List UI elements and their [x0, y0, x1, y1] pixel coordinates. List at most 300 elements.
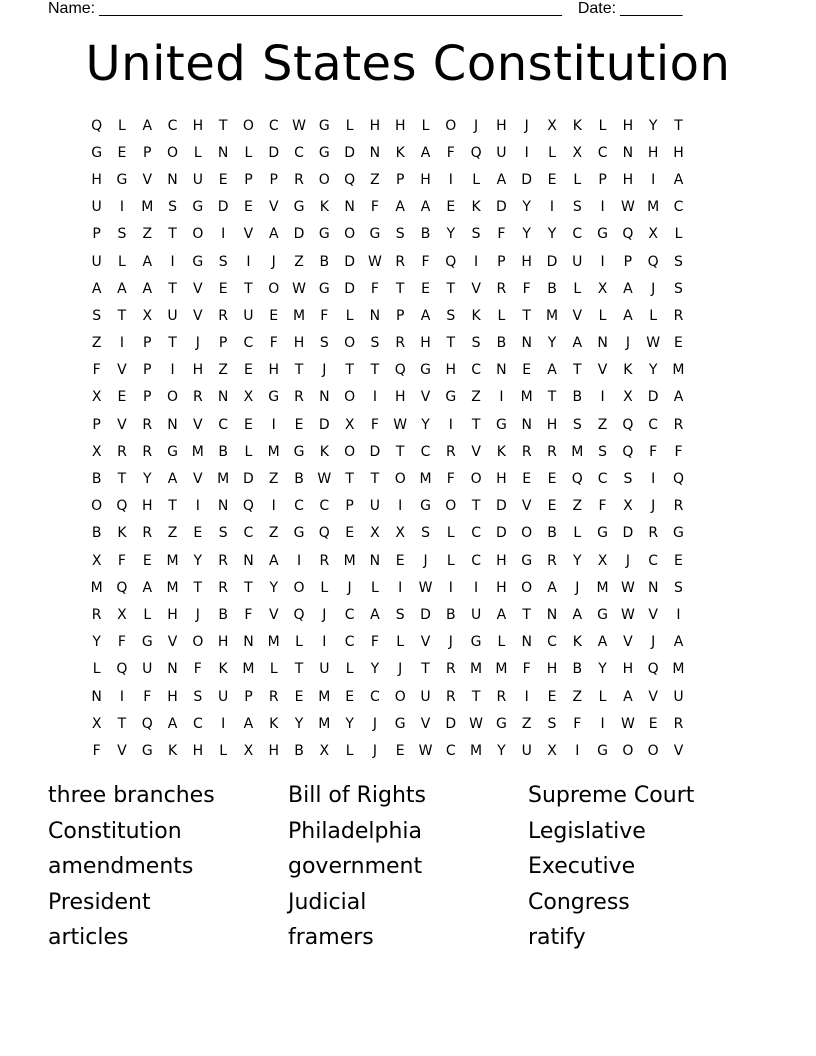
- grid-letter[interactable]: N: [622, 144, 634, 161]
- grid-letter[interactable]: Y: [648, 117, 658, 134]
- grid-letter[interactable]: M: [90, 579, 103, 596]
- grid-letter[interactable]: J: [372, 715, 377, 732]
- grid-letter[interactable]: Z: [268, 525, 279, 542]
- grid-letter[interactable]: H: [647, 144, 659, 161]
- grid-letter[interactable]: P: [92, 416, 101, 433]
- grid-letter[interactable]: Y: [421, 416, 430, 433]
- grid-letter[interactable]: J: [195, 335, 200, 352]
- grid-letter[interactable]: E: [269, 307, 279, 324]
- grid-letter[interactable]: Q: [116, 661, 128, 678]
- grid-letter[interactable]: L: [320, 579, 329, 596]
- grid-letter[interactable]: R: [218, 307, 228, 324]
- grid-letter[interactable]: Q: [116, 498, 128, 515]
- grid-letter[interactable]: C: [294, 144, 304, 161]
- grid-letter[interactable]: L: [244, 144, 253, 161]
- grid-letter[interactable]: S: [598, 443, 608, 460]
- grid-letter[interactable]: G: [420, 362, 431, 379]
- grid-letter[interactable]: Z: [597, 416, 608, 433]
- grid-letter[interactable]: R: [395, 253, 406, 270]
- grid-letter[interactable]: K: [623, 362, 633, 379]
- grid-letter[interactable]: B: [218, 443, 228, 460]
- grid-letter[interactable]: M: [571, 443, 584, 460]
- grid-letter[interactable]: R: [218, 579, 228, 596]
- grid-letter[interactable]: E: [117, 144, 127, 161]
- grid-letter[interactable]: C: [471, 552, 481, 569]
- grid-letter[interactable]: D: [521, 171, 533, 188]
- grid-letter[interactable]: V: [572, 307, 583, 324]
- grid-letter[interactable]: T: [244, 280, 253, 297]
- grid-letter[interactable]: P: [143, 389, 152, 406]
- grid-letter[interactable]: M: [217, 471, 230, 488]
- grid-letter[interactable]: S: [471, 226, 481, 243]
- grid-letter[interactable]: T: [193, 579, 203, 596]
- grid-letter[interactable]: I: [271, 498, 276, 515]
- grid-letter[interactable]: R: [445, 661, 456, 678]
- grid-letter[interactable]: C: [243, 335, 254, 352]
- grid-letter[interactable]: M: [647, 199, 660, 216]
- grid-letter[interactable]: R: [445, 443, 456, 460]
- grid-letter[interactable]: C: [445, 742, 456, 759]
- grid-letter[interactable]: L: [345, 117, 354, 134]
- grid-letter[interactable]: I: [372, 389, 377, 406]
- grid-letter[interactable]: I: [448, 416, 453, 433]
- grid-letter[interactable]: A: [420, 307, 431, 324]
- grid-letter[interactable]: E: [674, 552, 683, 569]
- grid-letter[interactable]: K: [319, 199, 329, 216]
- grid-letter[interactable]: E: [421, 280, 430, 297]
- grid-letter[interactable]: Y: [193, 552, 203, 569]
- grid-letter[interactable]: H: [394, 389, 406, 406]
- grid-letter[interactable]: I: [195, 498, 200, 515]
- grid-letter[interactable]: Q: [672, 471, 684, 488]
- grid-letter[interactable]: F: [370, 280, 379, 297]
- grid-letter[interactable]: Y: [294, 715, 304, 732]
- grid-letter[interactable]: I: [676, 606, 681, 623]
- grid-letter[interactable]: H: [420, 335, 431, 352]
- grid-letter[interactable]: Z: [521, 715, 532, 732]
- grid-letter[interactable]: S: [117, 226, 127, 243]
- grid-letter[interactable]: W: [317, 471, 332, 488]
- grid-letter[interactable]: I: [600, 199, 605, 216]
- grid-letter[interactable]: S: [168, 199, 177, 216]
- grid-letter[interactable]: A: [623, 280, 633, 297]
- grid-letter[interactable]: N: [521, 416, 532, 433]
- grid-letter[interactable]: C: [597, 471, 608, 488]
- grid-letter[interactable]: R: [268, 688, 279, 705]
- grid-letter[interactable]: W: [620, 606, 635, 623]
- grid-letter[interactable]: E: [446, 199, 456, 216]
- grid-letter[interactable]: N: [647, 579, 659, 596]
- grid-letter[interactable]: Y: [522, 199, 531, 216]
- name-field[interactable]: ____________________________________________________: [99, 0, 562, 17]
- grid-letter[interactable]: M: [343, 552, 356, 569]
- grid-letter[interactable]: A: [142, 253, 153, 270]
- grid-letter[interactable]: D: [647, 389, 659, 406]
- grid-letter[interactable]: D: [496, 199, 507, 216]
- grid-letter[interactable]: H: [496, 117, 507, 134]
- grid-letter[interactable]: I: [322, 634, 327, 651]
- grid-letter[interactable]: U: [470, 606, 482, 623]
- grid-letter[interactable]: I: [600, 253, 605, 270]
- grid-letter[interactable]: V: [193, 307, 203, 324]
- grid-letter[interactable]: X: [344, 416, 355, 433]
- grid-letter[interactable]: J: [448, 634, 453, 651]
- grid-letter[interactable]: E: [522, 362, 532, 379]
- grid-letter[interactable]: D: [344, 280, 355, 297]
- grid-letter[interactable]: T: [471, 688, 481, 705]
- grid-letter[interactable]: X: [597, 552, 608, 569]
- grid-letter[interactable]: B: [420, 226, 431, 243]
- grid-letter[interactable]: F: [522, 280, 531, 297]
- grid-letter[interactable]: G: [420, 498, 431, 515]
- grid-letter[interactable]: H: [521, 253, 532, 270]
- grid-letter[interactable]: H: [369, 117, 381, 134]
- grid-letter[interactable]: O: [521, 525, 533, 542]
- grid-letter[interactable]: P: [143, 144, 152, 161]
- grid-letter[interactable]: L: [345, 742, 354, 759]
- grid-letter[interactable]: T: [168, 498, 177, 515]
- grid-letter[interactable]: J: [524, 117, 529, 134]
- grid-letter[interactable]: V: [420, 715, 431, 732]
- grid-letter[interactable]: X: [117, 606, 127, 623]
- grid-letter[interactable]: P: [269, 171, 278, 188]
- grid-letter[interactable]: V: [193, 416, 203, 433]
- grid-letter[interactable]: E: [547, 498, 557, 515]
- grid-letter[interactable]: I: [448, 579, 453, 596]
- grid-letter[interactable]: T: [471, 416, 481, 433]
- grid-letter[interactable]: J: [322, 606, 327, 623]
- grid-letter[interactable]: P: [218, 335, 228, 352]
- grid-letter[interactable]: P: [395, 307, 405, 324]
- grid-letter[interactable]: A: [673, 171, 684, 188]
- grid-letter[interactable]: Q: [445, 253, 457, 270]
- grid-letter[interactable]: Y: [547, 335, 557, 352]
- grid-letter[interactable]: D: [318, 416, 330, 433]
- grid-letter[interactable]: P: [143, 335, 152, 352]
- grid-letter[interactable]: I: [524, 144, 529, 161]
- grid-letter[interactable]: Q: [116, 579, 128, 596]
- grid-letter[interactable]: I: [246, 253, 251, 270]
- grid-letter[interactable]: Z: [268, 471, 279, 488]
- grid-letter[interactable]: S: [572, 416, 582, 433]
- grid-letter[interactable]: R: [445, 688, 456, 705]
- grid-letter[interactable]: I: [221, 715, 226, 732]
- grid-letter[interactable]: C: [420, 443, 431, 460]
- grid-letter[interactable]: R: [521, 443, 532, 460]
- grid-letter[interactable]: J: [372, 742, 377, 759]
- grid-letter[interactable]: H: [622, 171, 634, 188]
- grid-letter[interactable]: V: [243, 226, 254, 243]
- grid-letter[interactable]: M: [292, 307, 306, 324]
- grid-letter[interactable]: O: [192, 634, 204, 651]
- grid-letter[interactable]: M: [470, 742, 483, 759]
- grid-letter[interactable]: V: [193, 471, 203, 488]
- grid-letter[interactable]: T: [345, 471, 354, 488]
- grid-letter[interactable]: S: [547, 715, 557, 732]
- grid-letter[interactable]: L: [269, 661, 278, 678]
- grid-letter[interactable]: A: [370, 606, 380, 623]
- grid-letter[interactable]: H: [192, 117, 204, 134]
- grid-letter[interactable]: V: [117, 742, 127, 759]
- grid-letter[interactable]: U: [369, 498, 381, 515]
- grid-letter[interactable]: L: [472, 171, 480, 188]
- grid-letter[interactable]: X: [648, 226, 658, 243]
- grid-letter[interactable]: F: [143, 688, 152, 705]
- grid-letter[interactable]: R: [142, 443, 153, 460]
- grid-letter[interactable]: T: [446, 280, 456, 297]
- grid-letter[interactable]: A: [117, 280, 127, 297]
- grid-letter[interactable]: E: [142, 552, 152, 569]
- grid-letter[interactable]: U: [319, 661, 330, 678]
- grid-letter[interactable]: K: [471, 199, 481, 216]
- grid-letter[interactable]: L: [295, 634, 303, 651]
- grid-letter[interactable]: A: [167, 471, 178, 488]
- grid-letter[interactable]: Q: [91, 117, 103, 134]
- grid-letter[interactable]: Y: [92, 634, 101, 651]
- grid-letter[interactable]: C: [294, 498, 304, 515]
- grid-letter[interactable]: G: [141, 742, 153, 759]
- grid-letter[interactable]: G: [318, 117, 330, 134]
- grid-letter[interactable]: L: [573, 280, 582, 297]
- grid-letter[interactable]: D: [445, 715, 457, 732]
- grid-letter[interactable]: G: [192, 253, 204, 270]
- grid-letter[interactable]: H: [546, 661, 558, 678]
- grid-letter[interactable]: O: [344, 389, 356, 406]
- grid-letter[interactable]: T: [522, 606, 531, 623]
- grid-letter[interactable]: U: [192, 171, 203, 188]
- grid-letter[interactable]: O: [622, 742, 634, 759]
- grid-letter[interactable]: N: [521, 634, 532, 651]
- grid-letter[interactable]: K: [218, 661, 228, 678]
- grid-letter[interactable]: P: [497, 253, 506, 270]
- grid-letter[interactable]: O: [470, 471, 482, 488]
- grid-letter[interactable]: G: [318, 144, 330, 161]
- grid-letter[interactable]: G: [470, 634, 482, 651]
- grid-letter[interactable]: H: [167, 688, 178, 705]
- grid-letter[interactable]: E: [648, 715, 658, 732]
- grid-letter[interactable]: O: [91, 498, 103, 515]
- grid-letter[interactable]: E: [395, 552, 405, 569]
- grid-letter[interactable]: X: [623, 389, 633, 406]
- grid-letter[interactable]: E: [395, 742, 405, 759]
- grid-letter[interactable]: W: [646, 335, 661, 352]
- grid-letter[interactable]: L: [446, 552, 455, 569]
- grid-letter[interactable]: K: [572, 117, 582, 134]
- grid-letter[interactable]: M: [267, 443, 280, 460]
- grid-letter[interactable]: P: [623, 253, 633, 270]
- grid-letter[interactable]: J: [651, 634, 656, 651]
- grid-letter[interactable]: H: [546, 416, 558, 433]
- grid-letter[interactable]: T: [547, 389, 557, 406]
- grid-letter[interactable]: G: [268, 389, 280, 406]
- grid-letter[interactable]: Y: [648, 362, 658, 379]
- grid-letter[interactable]: E: [294, 688, 304, 705]
- grid-letter[interactable]: G: [394, 715, 406, 732]
- grid-letter[interactable]: U: [572, 253, 583, 270]
- grid-letter[interactable]: W: [292, 117, 306, 134]
- grid-letter[interactable]: N: [319, 389, 330, 406]
- grid-letter[interactable]: M: [419, 471, 432, 488]
- grid-letter[interactable]: I: [499, 389, 504, 406]
- grid-letter[interactable]: G: [521, 552, 533, 569]
- grid-letter[interactable]: U: [420, 688, 431, 705]
- grid-letter[interactable]: G: [293, 525, 305, 542]
- grid-letter[interactable]: Y: [547, 226, 557, 243]
- grid-letter[interactable]: O: [394, 688, 406, 705]
- grid-letter[interactable]: H: [192, 742, 204, 759]
- grid-letter[interactable]: R: [294, 389, 304, 406]
- grid-letter[interactable]: O: [242, 117, 254, 134]
- grid-letter[interactable]: K: [269, 715, 279, 732]
- grid-letter[interactable]: R: [91, 606, 102, 623]
- grid-letter[interactable]: P: [244, 171, 253, 188]
- grid-letter[interactable]: I: [119, 688, 125, 705]
- grid-letter[interactable]: N: [369, 144, 381, 161]
- grid-letter[interactable]: S: [572, 199, 582, 216]
- grid-letter[interactable]: Y: [269, 579, 278, 596]
- grid-letter[interactable]: I: [651, 471, 656, 488]
- grid-letter[interactable]: R: [547, 552, 557, 569]
- grid-letter[interactable]: C: [471, 525, 481, 542]
- grid-letter[interactable]: H: [91, 171, 102, 188]
- grid-letter[interactable]: G: [597, 742, 609, 759]
- grid-letter[interactable]: F: [421, 253, 430, 270]
- grid-letter[interactable]: I: [119, 335, 125, 352]
- grid-letter[interactable]: B: [319, 253, 330, 270]
- grid-letter[interactable]: G: [597, 606, 609, 623]
- grid-letter[interactable]: T: [370, 471, 380, 488]
- grid-letter[interactable]: C: [268, 117, 279, 134]
- grid-letter[interactable]: C: [192, 715, 203, 732]
- grid-letter[interactable]: C: [547, 634, 557, 651]
- grid-letter[interactable]: Y: [370, 661, 380, 678]
- grid-letter[interactable]: F: [269, 335, 278, 352]
- grid-letter[interactable]: V: [167, 634, 178, 651]
- grid-letter[interactable]: N: [243, 634, 254, 651]
- grid-letter[interactable]: E: [674, 335, 683, 352]
- grid-letter[interactable]: H: [496, 471, 507, 488]
- grid-letter[interactable]: V: [673, 742, 684, 759]
- grid-letter[interactable]: A: [420, 199, 431, 216]
- grid-letter[interactable]: G: [192, 199, 204, 216]
- grid-letter[interactable]: C: [167, 117, 178, 134]
- date-field[interactable]: _______: [620, 0, 683, 17]
- grid-letter[interactable]: U: [496, 144, 507, 161]
- grid-letter[interactable]: B: [547, 280, 557, 297]
- grid-letter[interactable]: V: [193, 280, 203, 297]
- grid-letter[interactable]: E: [345, 688, 355, 705]
- grid-letter[interactable]: A: [623, 688, 633, 705]
- grid-letter[interactable]: G: [495, 416, 507, 433]
- grid-letter[interactable]: N: [167, 661, 178, 678]
- grid-letter[interactable]: G: [116, 171, 128, 188]
- grid-letter[interactable]: O: [394, 471, 406, 488]
- grid-letter[interactable]: S: [193, 688, 203, 705]
- grid-letter[interactable]: T: [674, 117, 683, 134]
- grid-letter[interactable]: O: [445, 498, 457, 515]
- grid-letter[interactable]: S: [421, 525, 430, 542]
- grid-letter[interactable]: T: [117, 307, 127, 324]
- grid-letter[interactable]: B: [446, 606, 456, 623]
- grid-letter[interactable]: L: [219, 742, 228, 759]
- grid-letter[interactable]: A: [572, 606, 583, 623]
- grid-letter[interactable]: L: [244, 443, 253, 460]
- grid-letter[interactable]: R: [117, 443, 127, 460]
- grid-letter[interactable]: C: [344, 634, 355, 651]
- grid-letter[interactable]: Q: [394, 362, 406, 379]
- grid-letter[interactable]: Z: [572, 498, 583, 515]
- grid-letter[interactable]: W: [418, 579, 433, 596]
- grid-letter[interactable]: M: [141, 199, 154, 216]
- grid-letter[interactable]: R: [496, 280, 507, 297]
- grid-letter[interactable]: F: [573, 715, 582, 732]
- grid-letter[interactable]: I: [600, 715, 605, 732]
- grid-letter[interactable]: W: [620, 579, 635, 596]
- grid-letter[interactable]: B: [294, 471, 304, 488]
- grid-letter[interactable]: T: [168, 335, 177, 352]
- grid-letter[interactable]: T: [395, 443, 405, 460]
- grid-letter[interactable]: X: [142, 307, 153, 324]
- grid-letter[interactable]: E: [345, 525, 355, 542]
- grid-letter[interactable]: F: [117, 634, 126, 651]
- grid-letter[interactable]: P: [345, 498, 354, 515]
- grid-letter[interactable]: S: [674, 280, 683, 297]
- grid-letter[interactable]: T: [244, 579, 253, 596]
- grid-letter[interactable]: Y: [446, 226, 456, 243]
- grid-letter[interactable]: E: [244, 416, 253, 433]
- grid-letter[interactable]: O: [344, 335, 356, 352]
- grid-letter[interactable]: A: [547, 579, 557, 596]
- grid-letter[interactable]: E: [193, 525, 203, 542]
- grid-letter[interactable]: H: [622, 661, 634, 678]
- grid-letter[interactable]: M: [242, 661, 255, 678]
- grid-letter[interactable]: S: [218, 253, 228, 270]
- grid-letter[interactable]: Q: [344, 171, 356, 188]
- grid-letter[interactable]: K: [471, 307, 481, 324]
- grid-letter[interactable]: I: [221, 226, 226, 243]
- grid-letter[interactable]: B: [547, 525, 557, 542]
- grid-letter[interactable]: H: [293, 335, 305, 352]
- grid-letter[interactable]: C: [597, 144, 608, 161]
- grid-letter[interactable]: B: [572, 661, 583, 678]
- grid-letter[interactable]: Y: [573, 552, 582, 569]
- grid-letter[interactable]: L: [573, 525, 582, 542]
- grid-letter[interactable]: L: [649, 307, 658, 324]
- grid-letter[interactable]: F: [117, 552, 126, 569]
- grid-letter[interactable]: N: [91, 688, 102, 705]
- grid-letter[interactable]: B: [496, 335, 507, 352]
- grid-letter[interactable]: X: [91, 715, 102, 732]
- grid-letter[interactable]: S: [471, 335, 481, 352]
- grid-letter[interactable]: Q: [647, 661, 659, 678]
- grid-letter[interactable]: J: [271, 253, 276, 270]
- grid-letter[interactable]: V: [471, 443, 481, 460]
- grid-letter[interactable]: E: [547, 171, 557, 188]
- grid-letter[interactable]: N: [217, 498, 229, 515]
- grid-letter[interactable]: L: [446, 525, 455, 542]
- grid-letter[interactable]: M: [672, 661, 685, 678]
- grid-letter[interactable]: I: [474, 579, 479, 596]
- grid-letter[interactable]: O: [344, 443, 356, 460]
- grid-letter[interactable]: U: [673, 688, 684, 705]
- grid-letter[interactable]: R: [648, 525, 659, 542]
- grid-letter[interactable]: P: [92, 226, 101, 243]
- grid-letter[interactable]: N: [217, 144, 229, 161]
- grid-letter[interactable]: G: [318, 226, 330, 243]
- grid-letter[interactable]: A: [420, 144, 431, 161]
- grid-letter[interactable]: N: [369, 552, 381, 569]
- grid-letter[interactable]: V: [142, 171, 153, 188]
